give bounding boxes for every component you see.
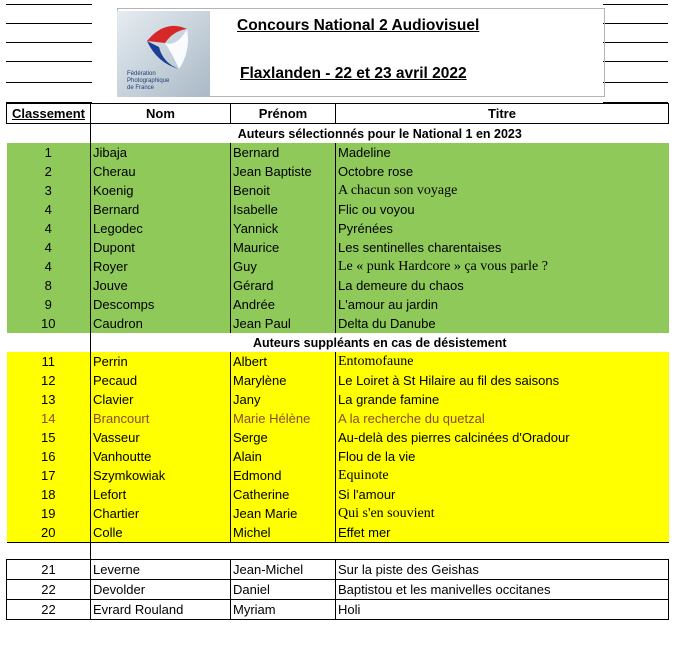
titre-cell: Flou de la vie xyxy=(336,447,669,466)
rank-cell: 4 xyxy=(7,219,91,238)
nom-cell: Evrard Rouland xyxy=(91,600,231,620)
titre-cell: La grande famine xyxy=(336,390,669,409)
rank-cell: 8 xyxy=(7,276,91,295)
titre-cell: La demeure du chaos xyxy=(336,276,669,295)
titre-cell: Qui s'en souvient xyxy=(336,504,669,523)
prenom-cell: Edmond xyxy=(231,466,336,485)
rank-cell: 18 xyxy=(7,485,91,504)
table-row xyxy=(7,428,669,447)
titre-cell: Madeline xyxy=(336,143,669,162)
prenom-cell: Yannick xyxy=(231,219,336,238)
column-header-titre: Titre xyxy=(336,104,669,124)
nom-cell: Leverne xyxy=(91,560,231,580)
prenom-cell: Marie Hélène xyxy=(231,409,336,428)
prenom-cell: Michel xyxy=(231,523,336,543)
prenom-cell: Catherine xyxy=(231,485,336,504)
page-subtitle: Flaxlanden - 22 et 23 avril 2022 xyxy=(240,65,467,82)
column-header-prenom: Prénom xyxy=(231,104,336,124)
nom-cell: Clavier xyxy=(91,390,231,409)
rank-cell: 15 xyxy=(7,428,91,447)
table-row xyxy=(7,276,669,295)
titre-cell: Sur la piste des Geishas xyxy=(336,560,669,580)
prenom-cell: Guy xyxy=(231,257,336,276)
table-row xyxy=(7,409,669,428)
results-table xyxy=(6,103,669,620)
nom-cell: Cherau xyxy=(91,162,231,181)
nom-cell: Colle xyxy=(91,523,231,543)
table-row xyxy=(7,162,669,181)
titre-cell: L'amour au jardin xyxy=(336,295,669,314)
rank-cell: 19 xyxy=(7,504,91,523)
rank-cell: 11 xyxy=(7,352,91,371)
nom-cell: Brancourt xyxy=(91,409,231,428)
nom-cell: Szymkowiak xyxy=(91,466,231,485)
nom-cell: Jouve xyxy=(91,276,231,295)
table-row xyxy=(7,352,669,371)
prenom-cell: Jean Baptiste xyxy=(231,162,336,181)
prenom-cell: Jany xyxy=(231,390,336,409)
prenom-cell: Alain xyxy=(231,447,336,466)
table-row xyxy=(7,200,669,219)
table-row xyxy=(7,466,669,485)
nom-cell: Caudron xyxy=(91,314,231,333)
nom-cell: Royer xyxy=(91,257,231,276)
rank-cell: 12 xyxy=(7,371,91,390)
nom-cell: Descomps xyxy=(91,295,231,314)
table-row xyxy=(7,523,669,543)
titre-cell: Pyrénées xyxy=(336,219,669,238)
titre-cell: Equinote xyxy=(336,466,669,485)
column-header-nom: Nom xyxy=(91,104,231,124)
nom-cell: Koenig xyxy=(91,181,231,200)
nom-cell: Pecaud xyxy=(91,371,231,390)
titre-cell: Au-delà des pierres calcinées d'Oradour xyxy=(336,428,669,447)
prenom-cell: Benoit xyxy=(231,181,336,200)
nom-cell: Dupont xyxy=(91,238,231,257)
ffp-logo xyxy=(117,11,210,97)
nom-cell: Devolder xyxy=(91,580,231,600)
section-row-selected xyxy=(7,124,669,144)
logo-text: Fédération Photographique de France xyxy=(127,71,170,91)
prenom-cell: Jean Paul xyxy=(231,314,336,333)
titre-cell: Delta du Danube xyxy=(336,314,669,333)
titre-cell: A chacun son voyage xyxy=(336,181,669,200)
table-row xyxy=(7,447,669,466)
rank-cell: 22 xyxy=(7,580,91,600)
rank-cell: 21 xyxy=(7,560,91,580)
table-row xyxy=(7,390,669,409)
rank-cell: 16 xyxy=(7,447,91,466)
rank-cell: 14 xyxy=(7,409,91,428)
rank-cell: 4 xyxy=(7,257,91,276)
titre-cell: Octobre rose xyxy=(336,162,669,181)
table-row xyxy=(7,295,669,314)
titre-cell: Baptistou et les manivelles occitanes xyxy=(336,580,669,600)
prenom-cell: Daniel xyxy=(231,580,336,600)
prenom-cell: Serge xyxy=(231,428,336,447)
prenom-cell: Myriam xyxy=(231,600,336,620)
rank-cell: 22 xyxy=(7,600,91,620)
titre-cell: Flic ou voyou xyxy=(336,200,669,219)
table-row xyxy=(7,314,669,333)
prenom-cell: Jean Marie xyxy=(231,504,336,523)
section-title-substitutes: Auteurs suppléants en cas de désistement xyxy=(91,333,669,352)
page-title: Concours National 2 Audiovisuel xyxy=(237,17,480,34)
rank-cell: 2 xyxy=(7,162,91,181)
titre-cell: Entomofaune xyxy=(336,352,669,371)
rank-cell: 13 xyxy=(7,390,91,409)
rank-cell: 3 xyxy=(7,181,91,200)
nom-cell: Jibaja xyxy=(91,143,231,162)
titre-cell: Le « punk Hardcore » ça vous parle ? xyxy=(336,257,669,276)
table-row xyxy=(7,238,669,257)
rank-cell: 20 xyxy=(7,523,91,543)
rank-cell: 17 xyxy=(7,466,91,485)
header-gridlines xyxy=(6,4,92,103)
titre-cell: A la recherche du quetzal xyxy=(336,409,669,428)
prenom-cell: Marylène xyxy=(231,371,336,390)
prenom-cell: Andrée xyxy=(231,295,336,314)
nom-cell: Vanhoutte xyxy=(91,447,231,466)
titre-cell: Le Loiret à St Hilaire au fil des saisons xyxy=(336,371,669,390)
table-row xyxy=(7,560,669,580)
rank-cell: 4 xyxy=(7,200,91,219)
table-row xyxy=(7,371,669,390)
titre-cell: Les sentinelles charentaises xyxy=(336,238,669,257)
prenom-cell: Isabelle xyxy=(231,200,336,219)
titre-cell: Effet mer xyxy=(336,523,669,543)
nom-cell: Lefort xyxy=(91,485,231,504)
prenom-cell: Gérard xyxy=(231,276,336,295)
table-row xyxy=(7,257,669,276)
prenom-cell: Jean-Michel xyxy=(231,560,336,580)
header-gridlines-right xyxy=(603,4,668,103)
header xyxy=(6,4,668,103)
prenom-cell: Albert xyxy=(231,352,336,371)
rank-cell: 10 xyxy=(7,314,91,333)
table-row xyxy=(7,143,669,162)
titre-cell: Holi xyxy=(336,600,669,620)
nom-cell: Chartier xyxy=(91,504,231,523)
table-row xyxy=(7,504,669,523)
prenom-cell: Maurice xyxy=(231,238,336,257)
table-row xyxy=(7,580,669,600)
prenom-cell: Bernard xyxy=(231,143,336,162)
table-row xyxy=(7,219,669,238)
spacer-row xyxy=(7,543,669,560)
rank-cell: 9 xyxy=(7,295,91,314)
rank-cell: 1 xyxy=(7,143,91,162)
nom-cell: Bernard xyxy=(91,200,231,219)
nom-cell: Vasseur xyxy=(91,428,231,447)
column-header-rank: Classement xyxy=(7,104,91,124)
table-row xyxy=(7,181,669,200)
rank-cell: 4 xyxy=(7,238,91,257)
table-row xyxy=(7,600,669,620)
table-header-row xyxy=(7,104,669,124)
results-sheet xyxy=(6,4,668,620)
nom-cell: Perrin xyxy=(91,352,231,371)
titre-cell: Si l'amour xyxy=(336,485,669,504)
section-row-substitutes xyxy=(7,333,669,352)
nom-cell: Legodec xyxy=(91,219,231,238)
section-title-selected: Auteurs sélectionnés pour le National 1 en 2023 xyxy=(91,124,669,144)
table-row xyxy=(7,485,669,504)
